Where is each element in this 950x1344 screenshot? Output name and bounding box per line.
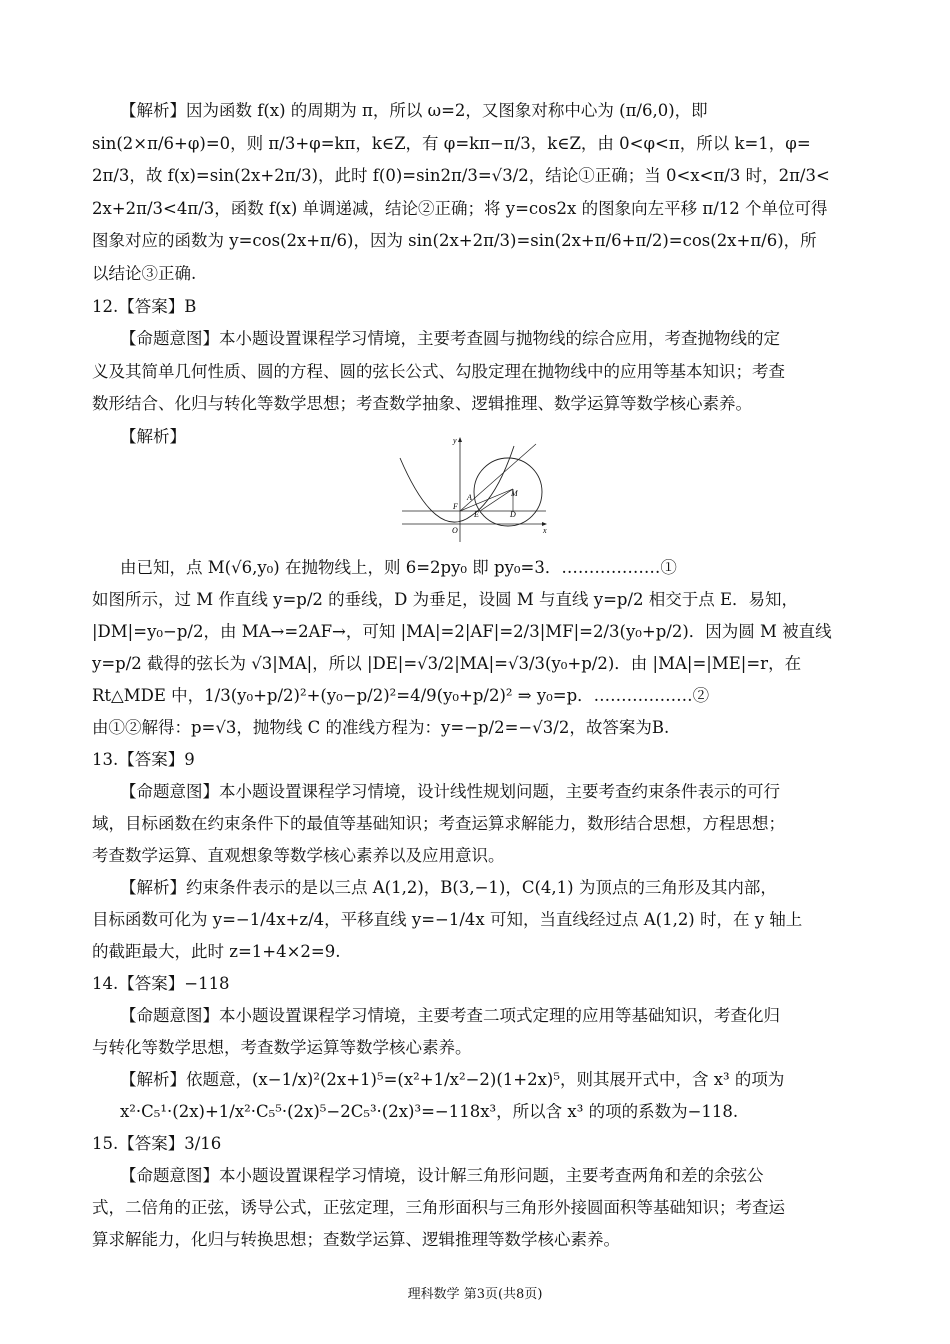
text-line: 式，二倍角的正弦，诱导公式，正弦定理，三角形面积与三角形外接圆面积等基础知识；考查运 [92, 1198, 785, 1217]
text-line: 与转化等数学思想，考查数学运算等数学核心素养。 [92, 1038, 472, 1057]
text-line: y=p/2 截得的弦长为 √3|MA|，所以 |DE|=√3/2|MA|=√3/3(y₀+p/2)．由 |MA|=|ME|=r，在 [92, 654, 802, 673]
text-line: 【解析】约束条件表示的是以三点 A(1,2)，B(3,−1)，C(4,1) 为顶点的三角形及其内部， [120, 878, 777, 897]
text-line: 【解析】 [120, 427, 186, 446]
text-line: 【命题意图】本小题设置课程学习情境，主要考查圆与抛物线的综合应用，考查抛物线的定 [120, 329, 780, 349]
text-line: 2x+2π/3<4π/3，函数 f(x) 单调递减，结论②正确；将 y=cos2x 的图象向左平移 π/12 个单位可得 [92, 198, 828, 218]
page-footer: 理科数学 第3页(共8页) [407, 1287, 543, 1302]
label-e: E [474, 510, 479, 519]
text-line: 2π/3，故 f(x)=sin(2x+2π/3)，此时 f(0)=sin2π/3=√3/2，结论①正确；当 0<x<π/3 时，2π/3< [92, 166, 830, 186]
text-line: 义及其简单几何性质、圆的方程、圆的弦长公式、勾股定理在抛物线中的应用等基本知识；考查 [92, 361, 785, 381]
segment-em [480, 489, 513, 511]
text-line: 算求解能力，化归与转换思想；查数学运算、逻辑推理等数学核心素养。 [92, 1230, 620, 1249]
label-a: A [467, 493, 472, 502]
text-line: 由已知，点 M(√6,y₀) 在抛物线上，则 6=2py₀ 即 py₀=3．………………① [120, 558, 677, 577]
text-line: 14.【答案】−118 [92, 974, 230, 993]
text-line: sin(2×π/6+φ)=0，则 π/3+φ=kπ，k∈Z，有 φ=kπ−π/3，k∈Z，由 0<φ<π，所以 k=1，φ= [92, 133, 811, 153]
label-f: F [453, 502, 458, 511]
text-line: 的截距最大，此时 z=1+4×2=9. [92, 942, 341, 961]
text-line: 域，目标函数在约束条件下的最值等基础知识；考查运算求解能力，数形结合思想，方程思想； [92, 814, 785, 833]
parabola-circle-figure [396, 434, 556, 544]
text-line: 由①②解得：p=√3，抛物线 C 的准线方程为：y=−p/2=−√3/2，故答案为B. [92, 718, 670, 737]
text-line: 【解析】依题意，(x−1/x)²(2x+1)⁵=(x²+1/x²−2)(1+2x)⁵，则其展开式中，含 x³ 的项为 [120, 1070, 785, 1089]
text-line: 【解析】因为函数 f(x) 的周期为 π，所以 ω=2，又图象对称中心为 (π/6,0)，即 [120, 101, 708, 120]
text-line: 【命题意图】本小题设置课程学习情境，设计解三角形问题，主要考查两角和差的余弦公 [120, 1166, 764, 1185]
text-line: 【命题意图】本小题设置课程学习情境，主要考查二项式定理的应用等基础知识，考查化归 [120, 1006, 780, 1025]
label-y: y [453, 436, 457, 445]
text-line: 13.【答案】9 [92, 750, 195, 769]
label-o: O [452, 526, 458, 535]
text-line: Rt△MDE 中，1/3(y₀+p/2)²+(y₀−p/2)²=4/9(y₀+p/2)² ⇒ y₀=p．………………② [92, 686, 710, 705]
label-m: M [511, 489, 518, 498]
text-line: 以结论③正确. [92, 264, 197, 283]
text-line: 考查数学运算、直观想象等数学核心素养以及应用意识。 [92, 846, 505, 865]
text-line: 如图所示，过 M 作直线 y=p/2 的垂线，D 为垂足，设圆 M 与直线 y=p/2 相交于点 E．易知， [92, 590, 799, 609]
text-line: 目标函数可化为 y=−1/4x+z/4，平移直线 y=−1/4x 可知，当直线经过点 A(1,2) 时，在 y 轴上 [92, 910, 803, 929]
text-line: 【命题意图】本小题设置课程学习情境，设计线性规划问题，主要考查约束条件表示的可行 [120, 782, 780, 801]
text-line: 12.【答案】B [92, 296, 197, 316]
text-line: 图象对应的函数为 y=cos(2x+π/6)，因为 sin(2x+2π/3)=sin(2x+π/6+π/2)=cos(2x+π/6)，所 [92, 231, 817, 251]
text-line: 数形结合、化归与转化等数学思想；考查数学抽象、逻辑推理、数学运算等数学核心素养。 [92, 394, 752, 414]
text-line: |DM|=y₀−p/2，由 MA→=2AF→，可知 |MA|=2|AF|=2/3|MF|=2/3(y₀+p/2)．因为圆 M 被直线 [92, 622, 832, 641]
text-line: x²·C₅¹·(2x)+1/x²·C₅⁵·(2x)⁵−2C₅³·(2x)³=−118x³，所以含 x³ 的项的系数为−118. [120, 1102, 739, 1121]
y-axis-arrow [458, 437, 462, 442]
text-line: 15.【答案】3/16 [92, 1134, 222, 1153]
label-d: D [510, 510, 516, 519]
label-x: x [543, 526, 547, 535]
